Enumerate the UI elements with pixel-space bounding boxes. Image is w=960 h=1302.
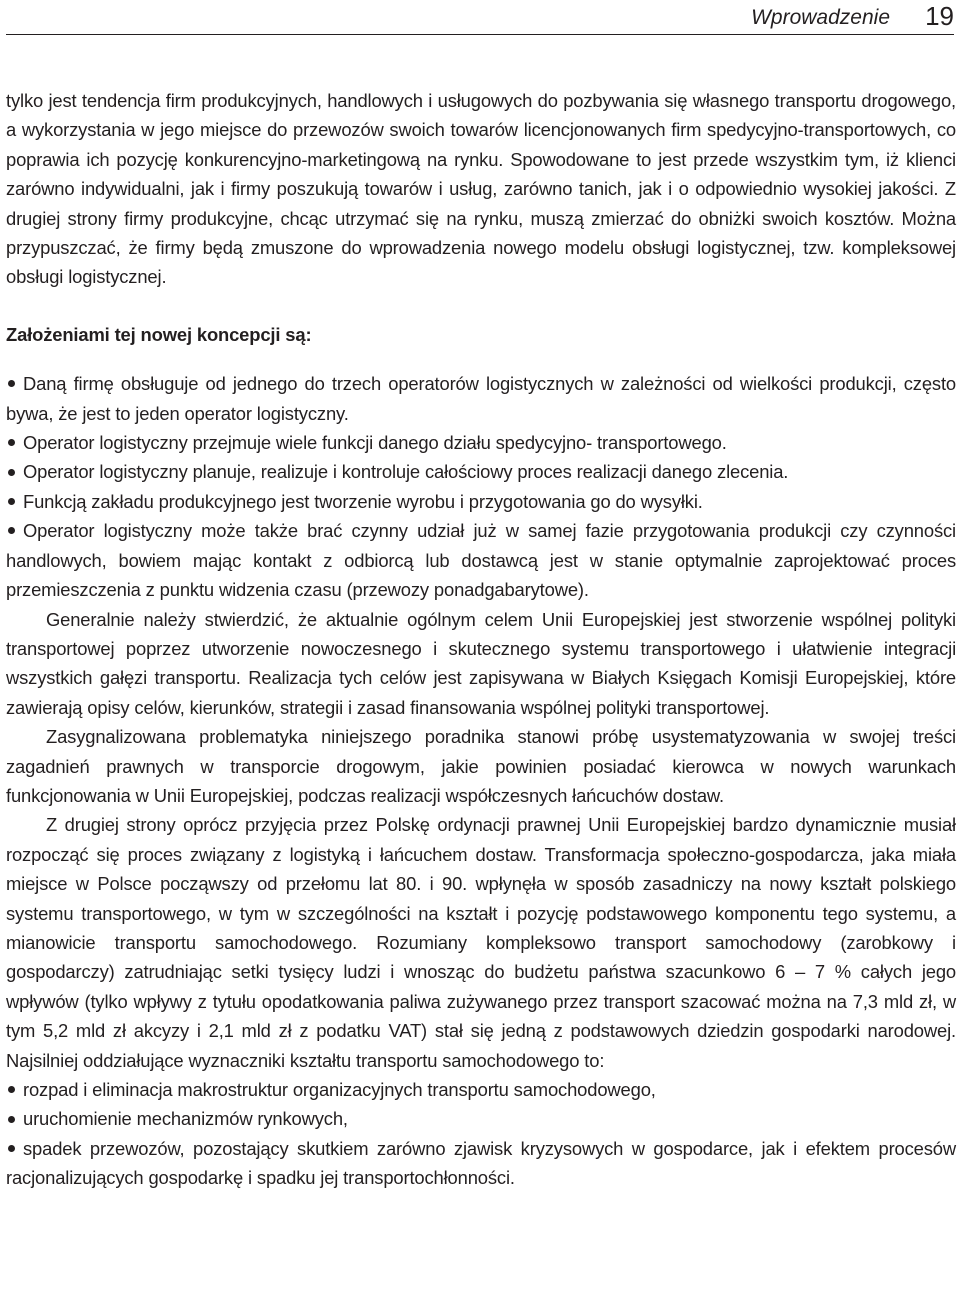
list-item: Operator logistyczny może także brać czynny udział już w samej fazie przygotowania produkcji czy czynności handlowych, bowiem mając kontakt z odbiorcą lub dostawcą jest w stanie optymalnie zaprojektować proces przemieszczenia z punktu widzenia czasu (przewozy ponadgabarytowe).: [6, 520, 956, 601]
bullet-icon: [8, 1086, 15, 1093]
list-item: uruchomienie mechanizmów rynkowych,: [6, 1104, 956, 1133]
bullet-icon: [8, 1116, 15, 1123]
bullet-icon: [8, 469, 15, 476]
bullet-icon: [8, 380, 15, 387]
list-item: Operator logistyczny planuje, realizuje i kontroluje całościowy proces realizacji danego zlecenia.: [6, 457, 956, 486]
list-item: spadek przewozów, pozostający skutkiem zarówno zjawisk kryzysowych w gospodarce, jak i efektem procesów racjonalizujących gospodarkę i spadku jej transportochłonności.: [6, 1137, 956, 1189]
bullet-icon: [8, 1145, 15, 1152]
body-paragraph: Generalnie należy stwierdzić, że aktualnie ogólnym celem Unii Europejskiej jest stworzenie wspólnej polityki transportowej poprzez utworzenie nowoczesnego i skutecznego systemu transportowego i ułatwienie integracji wszystkich gałęzi transportu. Realizacja tych celów jest zapisywana w Białych Księgach Komisji Europejskiej, które zawierają opisy celów, kierunków, strategii i zasad finansowania wspólnej polityki transportowej.: [6, 608, 956, 718]
section-heading: Założeniami tej nowej koncepcji są:: [6, 323, 312, 345]
body-paragraph: Zasygnalizowana problematyka niniejszego poradnika stanowi próbę usystematyzowania w swojej treści zagadnień prawnych w transporcie drogowym, jakie powinien posiadać kierowca w nowych warunkach funkcjonowania w Unii Europejskiej, podczas realizacji współczesnych łańcuchów dostaw.: [6, 726, 956, 806]
bullet-icon: [8, 498, 15, 505]
page-body: [6, 86, 956, 1193]
body-paragraph: Z drugiej strony oprócz przyjęcia przez Polskę ordynacji prawnej Unii Europejskiej bardzo dynamicznie musiał rozpocząć się proces związany z logistyką i łańcuchem dostaw. Transformacja społeczno-gospodarcza, jaka miała miejsce w Polsce począwszy od przełomu lat 80. i 90. wpłynęła w sposób zasadniczy na nowy kształt polskiego systemu transportowego, w tym w szczególności na kształt i pozycję podstawowego komponentu tego systemu, a mianowicie transportu samochodowego. Rozumiany kompleksowo transport samochodowy (zarobkowy i gospodarczy) zatrudniając setki tysięcy ludzi i wnosząc do budżetu państwa szacunkowo 6 – 7 % całych jego wpływów (tylko wpływy z tytułu opodatkowania paliwa zużywanego przez transport szacować można na 7,3 mld zł, w tym 5,2 mld zł akcyzy i 2,1 mld zł z podatku VAT) stał się jedną z podstawowych dziedzin gospodarki narodowej. Najsilniej oddziałujące wyznaczniki kształtu transportu samochodowego to:: [6, 814, 956, 1071]
determinants-list: [6, 1075, 956, 1193]
intro-paragraph: tylko jest tendencja firm produkcyjnych, handlowych i usługowych do pozbywania się własnego transportu drogowego, a wykorzystania w jego miejsce do przewozów swoich towarów licencjonowanych firm spedycyjno-transportowych, co poprawia ich pozycję konkurencyjno-marketingową na rynku. Spowodowane to jest przede wszystkim tym, iż klienci zarówno indywidualni, jak i firmy poszukują towarów i usług, zarówno tanich, jak i o odpowiednio wysokiej jakości. Z drugiej strony firmy produkcyjne, chcąc utrzymać się na rynku, muszą zmierzać do obniżki swoich kosztów. Można przypuszczać, że firmy będą zmuszone do wprowadzenia nowego modelu obsługi logistycznej, tzw. kompleksowej obsługi logistycznej.: [6, 90, 956, 288]
list-item: Operator logistyczny przejmuje wiele funkcji danego działu spedycyjno- transportowego.: [6, 428, 956, 457]
list-item: rozpad i eliminacja makrostruktur organizacyjnych transportu samochodowego,: [6, 1075, 956, 1104]
page-number: 19: [925, 1, 954, 31]
bullet-icon: [8, 527, 15, 534]
running-header: [6, 0, 954, 35]
section-title: Wprowadzenie: [751, 6, 890, 29]
list-item: Daną firmę obsługuje od jednego do trzech operatorów logistycznych w zależności od wielkości produkcji, często bywa, że jest to jeden operator logistyczny.: [6, 373, 956, 424]
list-item: Funkcją zakładu produkcyjnego jest tworzenie wyrobu i przygotowania go do wysyłki.: [6, 487, 956, 516]
assumptions-list: [6, 369, 956, 604]
bullet-icon: [8, 439, 15, 446]
